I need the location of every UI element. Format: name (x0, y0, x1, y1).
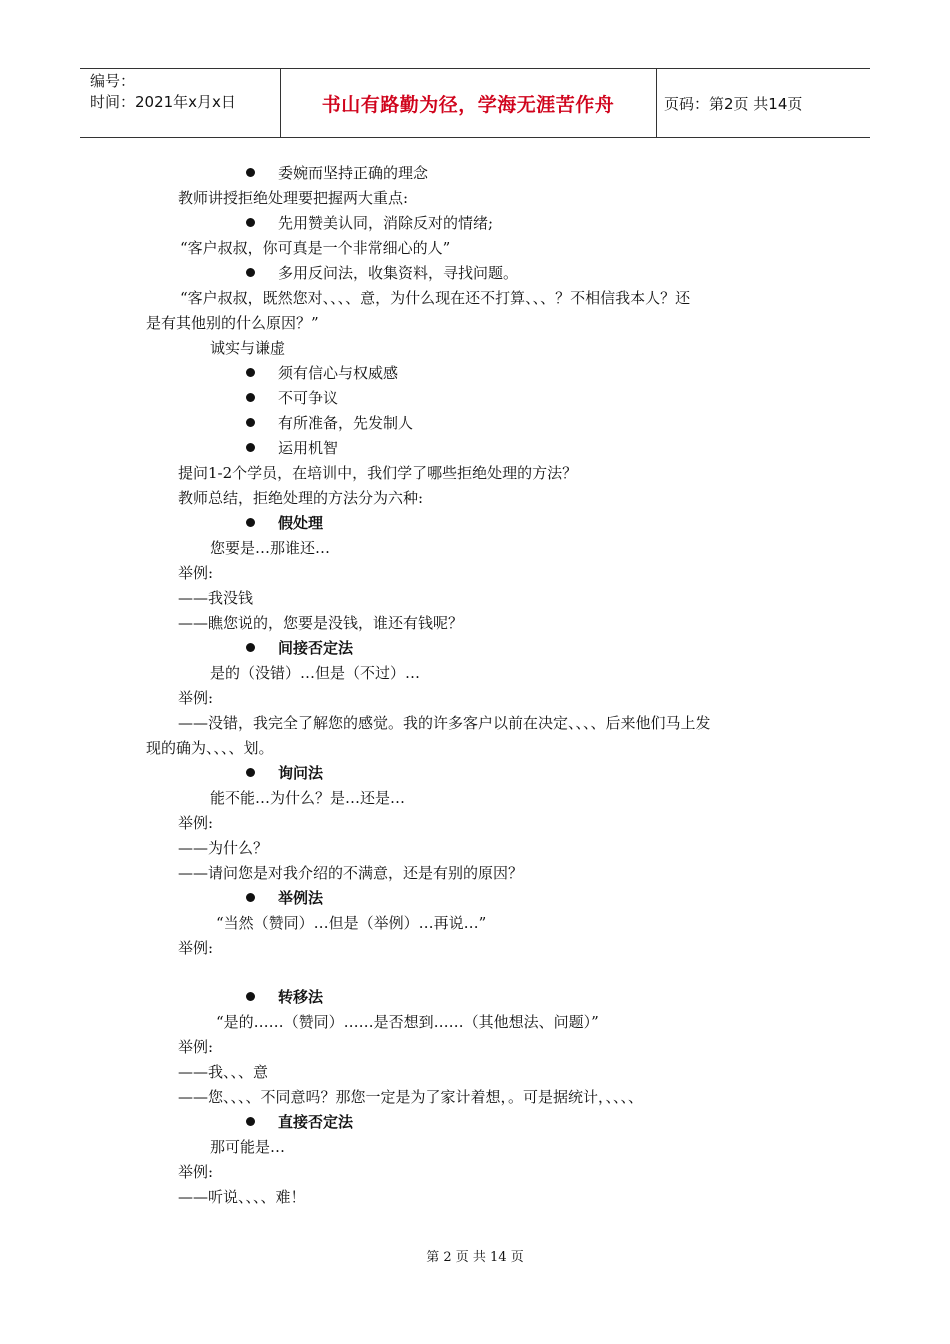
body-line: 教师讲授拒绝处理要把握两大重点: (178, 189, 409, 207)
body-line: 不可争议 (278, 389, 339, 407)
body-line: ——请问您是对我介绍的不满意，还是有别的原因？ (178, 864, 524, 882)
serial-label: 编号： (90, 72, 136, 90)
bullet-icon (246, 268, 255, 277)
bullet-icon (246, 768, 255, 777)
body-line: 委婉而坚持正确的理念 (278, 164, 429, 182)
method-heading: 间接否定法 (278, 639, 354, 657)
body-line: “是的……（赞同）……是否想到……（其他想法、问题）” (216, 1013, 599, 1031)
date-line: 时间：2021年x月x日 (90, 93, 236, 111)
body-line: ——听说、、、、难！ (178, 1188, 306, 1206)
bullet-icon (246, 992, 255, 1001)
body-line: 举例: (178, 689, 214, 707)
body-line: “客户叔叔，既然您对、、、、意，为什么现在还不打算、、、？不相信我本人？还 (180, 289, 691, 307)
method-heading: 询问法 (278, 764, 324, 782)
body-line: 能不能…为什么？是…还是… (210, 789, 406, 807)
body-line: 举例: (178, 564, 214, 582)
body-line: 举例: (178, 1038, 214, 1056)
method-heading: 假处理 (278, 514, 324, 532)
body-line: 多用反问法，收集资料，寻找问题。 (278, 264, 519, 282)
body-line: 提问1-2个学员，在培训中，我们学了哪些拒绝处理的方法？ (178, 464, 578, 482)
body-line: ——为什么？ (178, 839, 269, 857)
body-line: ——您、、、、不同意吗？那您一定是为了家计着想，。可是据统计，、、、、 (178, 1088, 644, 1106)
body-line: 诚实与谦虚 (210, 339, 286, 357)
body-line: 举例: (178, 939, 214, 957)
body-line: 那可能是… (210, 1138, 286, 1156)
bullet-icon (246, 418, 255, 427)
bullet-icon (246, 893, 255, 902)
body-line: 是的（没错）…但是（不过）… (210, 664, 421, 682)
body-line: ——我、、、意 (178, 1063, 269, 1081)
body-line: ——瞧您说的，您要是没钱，谁还有钱呢？ (178, 614, 464, 632)
header-divider (656, 69, 657, 137)
body-line: 教师总结，拒绝处理的方法分为六种: (178, 489, 424, 507)
body-line: 现的确为、、、、划。 (146, 739, 274, 757)
body-line: 须有信心与权威感 (278, 364, 399, 382)
header-page-info: 页码：第2页 共14页 (664, 94, 803, 113)
page-footer: 第 2 页 共 14 页 (426, 1250, 524, 1265)
bullet-icon (246, 393, 255, 402)
bullet-icon (246, 368, 255, 377)
header-meta (90, 71, 236, 113)
body-line: 运用机智 (278, 439, 339, 457)
page-header (80, 68, 870, 138)
bullet-icon (246, 168, 255, 177)
body-line: 您要是…那谁还… (210, 539, 331, 557)
bullet-icon (246, 518, 255, 527)
bullet-icon (246, 218, 255, 227)
body-line: 举例: (178, 1163, 214, 1181)
body-line: “当然（赞同）…但是（举例）…再说…” (216, 914, 487, 932)
bullet-icon (246, 1117, 255, 1126)
body-line: 是有其他别的什么原因？” (146, 314, 319, 332)
body-line: “客户叔叔，你可真是一个非常细心的人” (180, 239, 451, 257)
bullet-icon (246, 443, 255, 452)
method-heading: 转移法 (278, 988, 324, 1006)
method-heading: 举例法 (278, 889, 324, 907)
body-line: ——我没钱 (178, 589, 254, 607)
body-line: 有所准备，先发制人 (278, 414, 414, 432)
method-heading: 直接否定法 (278, 1113, 354, 1131)
header-motto: 书山有路勤为径，学海无涯苦作舟 (321, 93, 615, 116)
body-line: 先用赞美认同，消除反对的情绪; (278, 214, 494, 232)
body-line: 举例: (178, 814, 214, 832)
body-line: ——没错，我完全了解您的感觉。我的许多客户以前在决定、、、、后来他们马上发 (178, 714, 711, 732)
bullet-icon (246, 643, 255, 652)
